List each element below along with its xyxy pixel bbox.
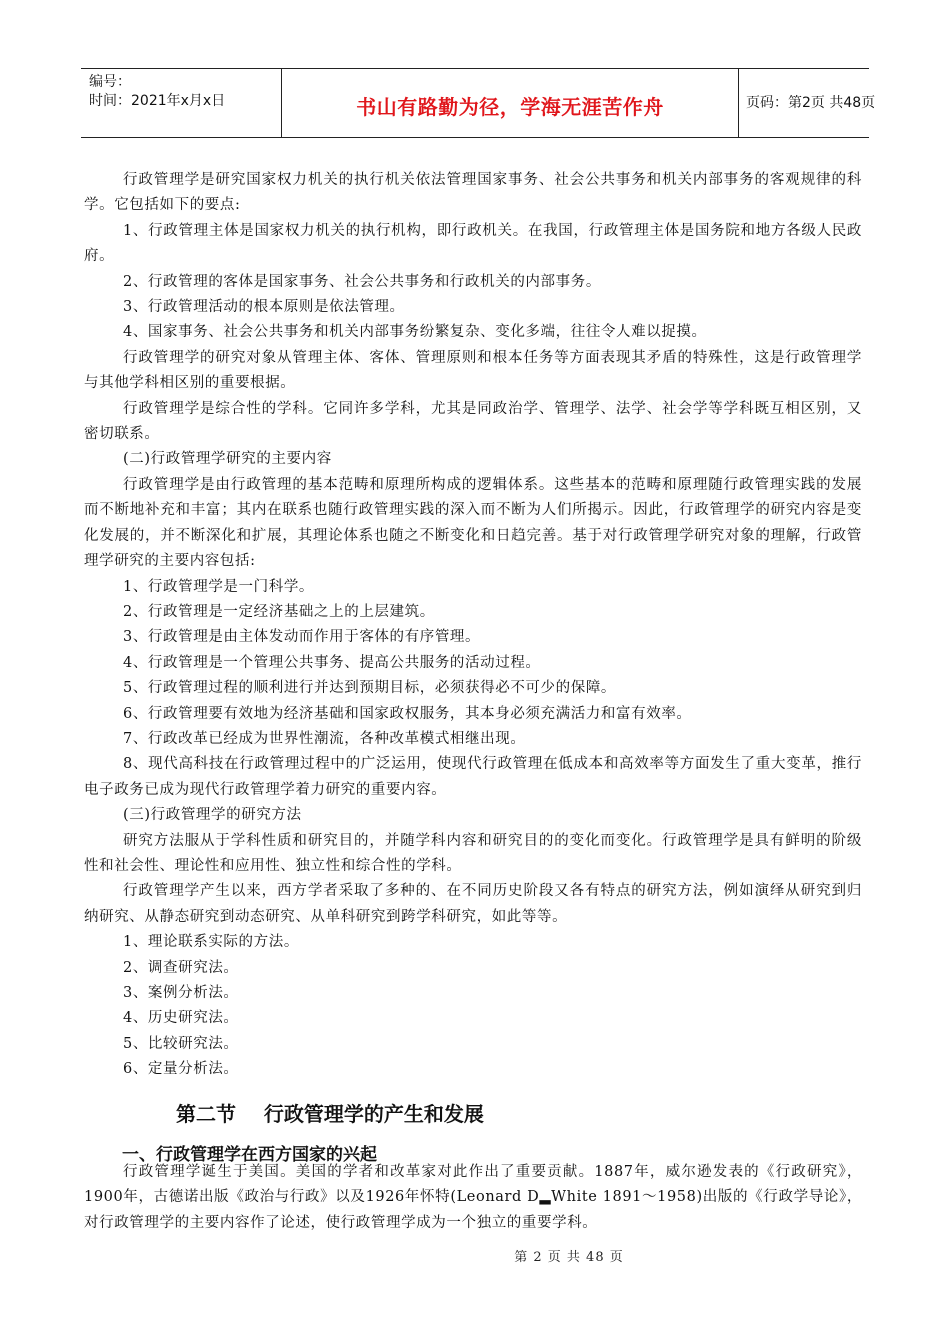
- page-footer: 第 2 页 共 48 页: [514, 1250, 624, 1265]
- document-date-label: 时间：2021年x月x日: [89, 93, 226, 109]
- paragraph: 行政管理学诞生于美国。美国的学者和改革家对此作出了重要贡献。1887年，威尔逊发表的《行政研究》，1900年，古德诺出版《政治与行政》以及1926年怀特(Leonard D▂White 1891～1958)出版的《行政学导论》，对行政管理学的主要内容作了论述，使行政管理学成为一个独立的重要学科。: [84, 1164, 862, 1231]
- subheading: (二)行政管理学研究的主要内容: [123, 451, 332, 468]
- section-body: [84, 1160, 862, 1236]
- list-item: 2、调查研究法。: [123, 959, 239, 976]
- list-item: 1、行政管理学是一门科学。: [123, 578, 315, 595]
- document-header: [81, 68, 876, 138]
- list-item: 3、行政管理是由主体发动而作用于客体的有序管理。: [123, 629, 481, 646]
- section-subtitle: 一、行政管理学在西方国家的兴起: [122, 1145, 377, 1165]
- list-item: 8、现代高科技在行政管理过程中的广泛运用，使现代行政管理在低成本和高效率等方面发生了重大变革，推行电子政务已成为现代行政管理学着力研究的重要内容。: [84, 756, 862, 798]
- paragraph: 行政管理学产生以来，西方学者采取了多种的、在不同历史阶段又各有特点的研究方法，例如演绎从研究到归纳研究、从静态研究到动态研究、从单科研究到跨学科研究，如此等等。: [84, 883, 862, 925]
- body-text: [84, 168, 862, 1083]
- list-item: 6、行政管理要有效地为经济基础和国家政权服务，其本身必须充满活力和富有效率。: [123, 705, 692, 722]
- list-item: 5、行政管理过程的顺利进行并达到预期目标，必须获得必不可少的保障。: [123, 680, 617, 697]
- list-item: 1、行政管理主体是国家权力机关的执行机构，即行政机关。在我国，行政管理主体是国务院和地方各级人民政府。: [84, 222, 862, 265]
- paragraph: 行政管理学的研究对象从管理主体、客体、管理原则和根本任务等方面表现其矛盾的特殊性，这是行政管理学与其他学科相区别的重要根据。: [84, 349, 862, 392]
- header-info-cell: [81, 69, 281, 137]
- header-page-cell: [738, 69, 876, 137]
- subheading: (三)行政管理学的研究方法: [123, 807, 302, 824]
- paragraph: 行政管理学是研究国家权力机关的执行机关依法管理国家事务、社会公共事务和机关内部事务的客观规律的科学。它包括如下的要点:: [84, 172, 862, 214]
- list-item: 4、国家事务、社会公共事务和机关内部事务纷繁复杂、变化多端，往往令人难以捉摸。: [123, 324, 707, 341]
- list-item: 5、比较研究法。: [123, 1035, 239, 1052]
- paragraph: 研究方法服从于学科性质和研究目的，并随学科内容和研究目的的变化而变化。行政管理学是具有鲜明的阶级性和社会性、理论性和应用性、独立性和综合性的学科。: [84, 832, 862, 874]
- document-number-label: 编号：: [89, 74, 131, 90]
- list-item: 6、定量分析法。: [123, 1061, 239, 1078]
- section-title: 第二节 行政管理学的产生和发展: [176, 1102, 484, 1126]
- list-item: 3、案例分析法。: [123, 985, 239, 1001]
- list-item: 3、行政管理活动的根本原则是依法管理。: [123, 299, 405, 316]
- paragraph: 行政管理学是综合性的学科。它同许多学科，尤其是同政治学、管理学、法学、社会学等学科既互相区别，又密切联系。: [84, 400, 862, 443]
- list-item: 1、理论联系实际的方法。: [123, 934, 299, 951]
- list-item: 4、行政管理是一个管理公共事务、提高公共服务的活动过程。: [123, 654, 541, 671]
- header-motto-cell: [281, 69, 739, 137]
- paragraph: 行政管理学是由行政管理的基本范畴和原理所构成的逻辑体系。这些基本的范畴和原理随行政管理实践的发展而不断地补充和丰富；其内在联系也随行政管理实践的深入而不断为人们所揭示。因此，行政管理学的研究内容是变化发展的，并不断深化和扩展，其理论体系也随之不断变化和日趋完善。基于对行政管理学研究对象的理解，行政管理学研究的主要内容包括:: [84, 476, 862, 570]
- list-item: 2、行政管理的客体是国家事务、社会公共事务和行政机关的内部事务。: [123, 273, 601, 290]
- list-item: 7、行政改革已经成为世界性潮流，各种改革模式相继出现。: [123, 730, 526, 747]
- header-page-number: 页码：第2页 共48页: [746, 95, 876, 111]
- list-item: 2、行政管理是一定经济基础之上的上层建筑。: [123, 603, 435, 620]
- header-motto: 书山有路勤为径，学海无涯苦作舟: [356, 95, 664, 119]
- list-item: 4、历史研究法。: [123, 1010, 239, 1027]
